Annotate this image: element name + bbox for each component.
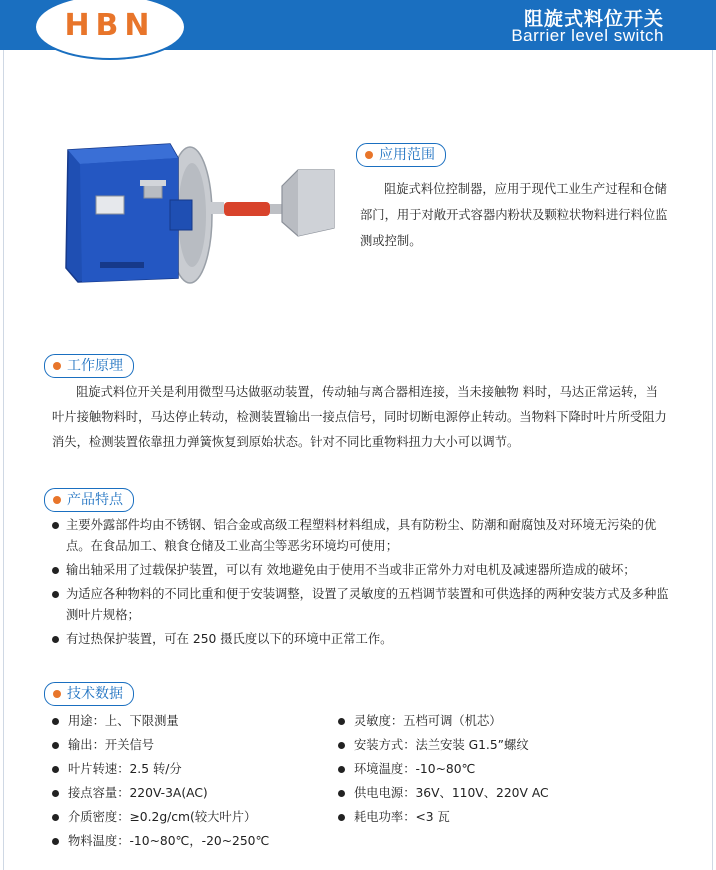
bullet-icon [52,814,59,821]
bullet-icon [338,766,345,773]
list-item [52,629,670,650]
spec-text: 输出：开关信号 [68,738,155,752]
bullet-icon [338,742,345,749]
feature-text: 为适应各种物料的不同比重和便于安装调整，设置了灵敏度的五档调节装置和可供选择的两种安装方式及多种监测叶片规格； [66,587,669,622]
spec-text: 供电电源：36V、110V、220V AC [354,786,549,800]
bullet-icon [338,814,345,821]
list-item [52,560,670,581]
bullet-icon [52,790,59,797]
section-label-principle: 工作原理 [67,358,123,374]
spec-item [52,805,269,829]
section-bullet-icon [365,151,373,159]
bullet-icon [52,742,59,749]
product-image [60,140,350,290]
feature-text: 输出轴采用了过载保护装置，可以有 效地避免由于使用不当或非正常外力对电机及减速器所造成的破坏； [66,563,636,577]
bullet-icon [52,567,59,574]
spec-item [338,781,549,805]
spec-text: 叶片转速：2.5 转/分 [68,762,182,776]
bullet-icon [52,522,59,529]
list-item [52,584,670,626]
spec-item [52,829,269,853]
bullet-icon [52,591,59,598]
spec-text: 灵敏度：五档可调（机芯） [354,714,502,728]
features-list [52,515,670,650]
principle-text: 阻旋式料位开关是利用微型马达做驱动装置，传动轴与离合器相连接，当未接触物 料时，马达正常运转，当叶片接触物料时，马达停止转动，检测装置输出一接点信号，同时切断电源停止转动。当物料下降时叶片所受阻力消失，检测装置依靠扭力弹簧恢复到原始状态。针对不同比重物料扭力大小可以调节。 [52,385,667,449]
section-label-scope: 应用范围 [379,147,435,163]
spec-text: 耗电功率：<3 瓦 [354,810,450,824]
spec-item [52,757,269,781]
section-tag-scope [356,143,446,167]
section-label-features: 产品特点 [67,492,123,508]
specs-left-column [52,709,269,853]
bullet-icon [338,718,345,725]
section-bullet-icon [53,690,61,698]
page-title-cn: 阻旋式料位开关 [523,8,664,30]
bullet-icon [52,766,59,773]
section-label-specs: 技术数据 [67,686,123,702]
feature-text: 主要外露部件均由不锈钢、铝合金或高级工程塑料材料组成，具有防粉尘、防潮和耐腐蚀及对环境无污染的优点。在食品加工、粮食仓储及工业高尘等恶劣环境均可使用； [66,518,657,553]
section-tag-specs [44,682,134,706]
spec-item [52,709,269,733]
spec-item [338,757,549,781]
bullet-icon [52,636,59,643]
bullet-icon [52,838,59,845]
header-bar [0,0,716,50]
specs-right-column [338,709,549,829]
spec-item [338,733,549,757]
spec-text: 接点容量：220V-3A(AC) [68,786,208,800]
spec-text: 物料温度：-10~80℃，-20~250℃ [68,834,270,848]
scope-text: 阻旋式料位控制器，应用于现代工业生产过程和仓储部门，用于对敞开式容器内粉状及颗粒状物料进行料位监测或控制。 [360,182,668,248]
spec-text: 环境温度：-10~80℃ [354,762,476,776]
spec-text: 安装方式：法兰安装 G1.5”螺纹 [354,738,529,752]
spec-item [338,709,549,733]
bullet-icon [338,790,345,797]
section-bullet-icon [53,496,61,504]
spec-item [338,805,549,829]
bullet-icon [52,718,59,725]
spec-item [52,733,269,757]
feature-text: 有过热保护装置，可在 250 摄氏度以下的环境中正常工作。 [66,632,393,646]
spec-text: 用途：上、下限测量 [68,714,179,728]
section-tag-principle [44,354,134,378]
logo-text: HBN [64,8,156,43]
section-bullet-icon [53,362,61,370]
section-tag-features [44,488,134,512]
spec-text: 介质密度：≥0.2g/cm(较大叶片） [68,810,257,824]
list-item [52,515,670,557]
spec-item [52,781,269,805]
page-title-en: Barrier level switch [511,26,664,45]
